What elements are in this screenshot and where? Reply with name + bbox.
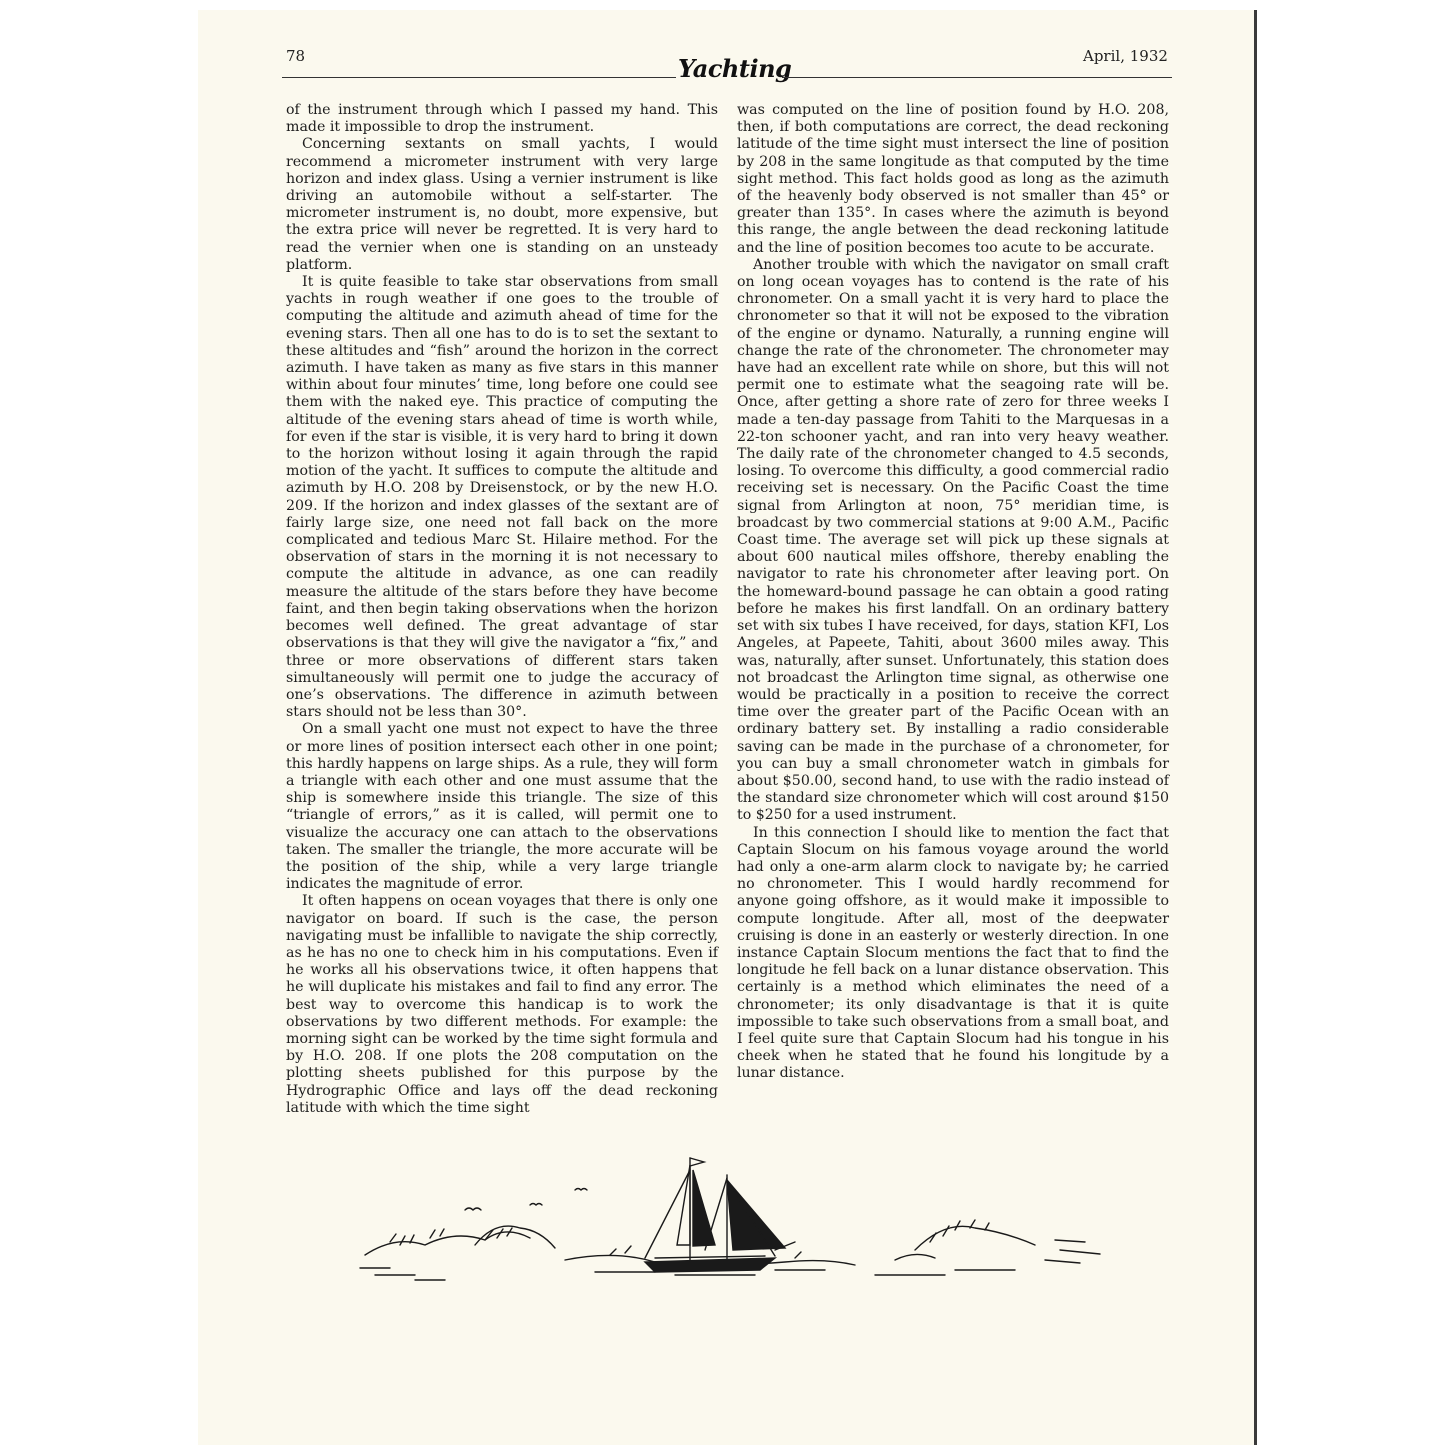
header-rule-left — [282, 77, 676, 78]
paragraph: It is quite feasible to take star observations from small yachts in rough weather if one goes to the trouble of computing the altitude and azimuth ahead of time for the evening stars. Then all one has to do is to set the sextant to these altitudes and “fish” around the horizon in the correct azimuth. I have taken as many as five stars in this manner within about four minutes’ time, long before one could see them with the naked eye. This practice of computing the altitude of the evening stars ahead of time is worth while, for even if the star is visible, it is very hard to bring it down to the horizon without losing it again through the rapid motion of the yacht. It suffices to compute the altitude and azimuth by H.O. 208 by Dreisenstock, or by the new H.O. 209. If the horizon and index glasses of the sextant are of fairly large size, one need not fall back on the more complicated and tedious Marc St. Hilaire method. For the observation of stars in the morning it is not necessary to compute the altitude in advance, as one can readily measure the altitude of the stars before they have become faint, and then begin taking observations when the horizon becomes well defined. The great advantage of star observations is that they will give the navigator a “fix,” and three or more observations of different stars taken simultaneously will permit one to judge the accuracy of one’s observations. The difference in azimuth between stars should not be less than 30°. — [286, 274, 718, 721]
page-number: 78 — [286, 47, 306, 65]
paragraph: Another trouble with which the navigator on small craft on long ocean voyages has to contend is the rate of his chronometer. On a small yacht it is very hard to place the chronometer so that it will not be exposed to the vibration of the engine or dynamo. Naturally, a running engine will change the rate of the chronometer. The chronometer may have had an excellent rate while on shore, but this will not permit one to estimate what the seagoing rate will be. Once, after getting a shore rate of zero for three weeks I made a ten-day passage from Tahiti to the Marquesas in a 22-ton schooner yacht, and ran into very heavy weather. The daily rate of the chronometer changed to 4.5 seconds, losing. To overcome this difficulty, a good commercial radio receiving set is necessary. On the Pacific Coast the time signal from Arlington at noon, 75° meridian time, is broadcast by two commercial stations at 9:00 A.M., Pacific Coast time. The average set will pick up these signals at about 600 nautical miles offshore, thereby enabling the navigator to rate his chronometer after leaving port. On the homeward-bound passage he can obtain a good rating before he makes his first landfall. On an ordinary battery set with six tubes I have received, for days, station KFI, Los Angeles, at Papeete, Tahiti, about 3600 miles away. This was, naturally, after sunset. Unfortunately, this station does not broadcast the Arlington time signal, as otherwise one would be practically in a position to receive the correct time over the greater part of the Pacific Ocean with an ordinary battery set. By installing a radio considerable saving can be made in the purchase of a chronometer, for you can buy a small chronometer watch in gimbals for about $50.00, second hand, to use with the radio instead of the standard size chronometer which will cost around $150 to $250 for a used instrument. — [737, 256, 1169, 824]
article-column-left — [286, 102, 718, 1117]
masthead-logo: Yachting — [678, 54, 792, 83]
paragraph: In this connection I should like to mention the fact that Captain Slocum on his famous voyage around the world had only a one-arm alarm clock to navigate by; he carried no chronometer. This I would hardly recommend for anyone going offshore, as it would make it impossible to compute longitude. After all, most of the deepwater cruising is done in an easterly or westerly direction. In one instance Captain Slocum mentions the fact that to find the longitude he fell back on a lunar distance observation. This certainly is a method which eliminates the need of a chronometer; its only disadvantage is that it is quite impossible to take such observations from a small boat, and I feel quite sure that Captain Slocum had his tongue in his cheek when he stated that he found his longitude by a lunar distance. — [737, 824, 1169, 1082]
paragraph: was computed on the line of position found by H.O. 208, then, if both computations are correct, the dead reckoning latitude of the time sight must intersect the line of position by 208 in the same longitude as that computed by the time sight method. This fact holds good as long as the azimuth of the heavenly body observed is not smaller than 45° or greater than 135°. In cases where the azimuth is beyond this range, the angle between the dead reckoning latitude and the line of position becomes too acute to be accurate. — [737, 102, 1169, 256]
paragraph: On a small yacht one must not expect to have the three or more lines of position intersect each other in one point; this hardly happens on large ships. As a rule, they will form a triangle with each other and one must assume that the ship is somewhere inside this triangle. The size of this “triangle of errors,” as it is called, will permit one to visualize the accuracy one can attach to the observations taken. The smaller the triangle, the more accurate will be the position of the ship, while a very large triangle indicates the magnitude of error. — [286, 721, 718, 893]
header-rule-right — [782, 77, 1172, 78]
paragraph: It often happens on ocean voyages that there is only one navigator on board. If such is the case, the person navigating must be infallible to navigate the ship correctly, as he has no one to check him in his computations. Even if he works all his observations twice, it often happens that he will duplicate his mistakes and fail to find any error. The best way to overcome this handicap is to work the observations by two different methods. For example: the morning sight can be worked by the time sight formula and by H.O. 208. If one plots the 208 computation on the plotting sheets published for this purpose by the Hydrographic Office and lays off the dead reckoning latitude with which the time sight — [286, 893, 718, 1116]
issue-date: April, 1932 — [1083, 47, 1168, 65]
page-edge — [1254, 10, 1257, 1445]
paragraph: of the instrument through which I passed my hand. This made it impossible to drop the instrument. — [286, 102, 718, 136]
paragraph: Concerning sextants on small yachts, I would recommend a micrometer instrument with very large horizon and index glass. Using a vernier instrument is like driving an automobile without a self-starter. The micrometer instrument is, no doubt, more expensive, but the extra price will never be regretted. It is very hard to read the vernier when one is standing on an unsteady platform. — [286, 136, 718, 273]
article-column-right — [737, 102, 1169, 1083]
ship-illustration — [355, 1150, 1105, 1300]
